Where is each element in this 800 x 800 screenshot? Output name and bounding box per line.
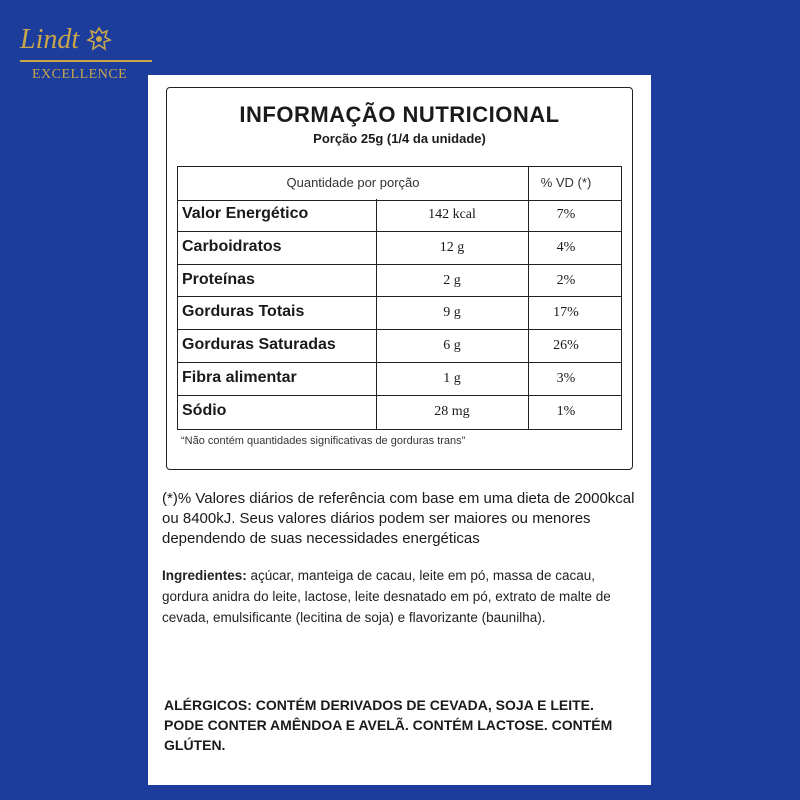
table-row: [178, 330, 621, 363]
nutrition-facts-table: [166, 87, 633, 470]
brand-rule: [20, 60, 152, 62]
brand-logo: [20, 26, 152, 83]
nutrient-name: Valor Energético: [182, 205, 309, 222]
nutrition-title: INFORMAÇÃO NUTRICIONAL: [239, 102, 560, 127]
table-row: [178, 297, 621, 330]
table-row: [178, 232, 621, 265]
nutrient-daily-value: 17%: [553, 305, 579, 321]
brand-wordmark: [20, 26, 152, 54]
nutrient-amount: 12 g: [439, 239, 465, 255]
nutrient-name: Gorduras Saturadas: [182, 336, 336, 354]
nutrient-amount: 1 g: [443, 370, 461, 386]
table-row: [178, 396, 621, 429]
ingredients-text: açúcar, manteiga de cacau, leite em pó, massa de cacau, gordura anidra do leite, lactose, leite desnatado em pó, extrato de malte de cevada, emulsificante (lecitina de soja) e flavorizante (baunilha).: [162, 568, 611, 625]
nutrient-daily-value: 4%: [556, 239, 576, 255]
table-row: [178, 265, 621, 298]
nutrient-daily-value: 3%: [556, 370, 576, 386]
nutrient-amount: 2 g: [443, 272, 461, 288]
header-quantity: Quantidade por porção: [286, 175, 420, 190]
nutrient-daily-value: 26%: [553, 338, 579, 354]
nutrient-daily-value: 7%: [556, 207, 576, 222]
nutrient-name: Gorduras Totais: [182, 303, 305, 321]
nutrient-daily-value: 1%: [556, 403, 576, 419]
info-panel: [148, 75, 651, 785]
nutrient-amount: 9 g: [443, 305, 461, 321]
daily-value-note: (*)% Valores diários de referência com base em uma dieta de 2000kcal ou 8400kJ. Seus valores diários podem ser maiores ou menores dependendo de suas necessidades energéticas: [162, 490, 635, 547]
brand-line: EXCELLENCE: [32, 67, 128, 82]
table-row: [178, 199, 621, 232]
nutrient-daily-value: 2%: [556, 272, 576, 288]
nutrient-amount: 142 kcal: [428, 207, 476, 222]
nutrient-name: Proteínas: [182, 270, 255, 288]
nutrient-amount: 6 g: [443, 338, 461, 354]
crest-icon: [86, 26, 112, 52]
header-daily-value: % VD (*): [540, 175, 592, 190]
ingredients-section: [162, 565, 637, 628]
trans-fat-note: “Não contém quantidades significativas de gorduras trans”: [181, 435, 466, 447]
nutrient-name: Sódio: [182, 401, 227, 419]
nutrient-amount: 28 mg: [434, 403, 470, 419]
table-row: [178, 363, 621, 396]
table-header: [177, 166, 622, 201]
brand-name: Lindt: [20, 24, 80, 55]
nutrient-name: Fibra alimentar: [182, 368, 297, 386]
allergen-statement: ALÉRGICOS: CONTÉM DERIVADOS DE CEVADA, SOJA E LEITE. PODE CONTER AMÊNDOA E AVELÃ. CONTÉM LACTOSE. CONTÉM GLÚTEN.: [164, 697, 613, 753]
nutrient-name: Carboidratos: [182, 237, 282, 255]
nutrient-rows: [177, 199, 622, 430]
ingredients-label: Ingredientes:: [162, 568, 247, 583]
portion-size: Porção 25g (1/4 da unidade): [313, 131, 486, 146]
